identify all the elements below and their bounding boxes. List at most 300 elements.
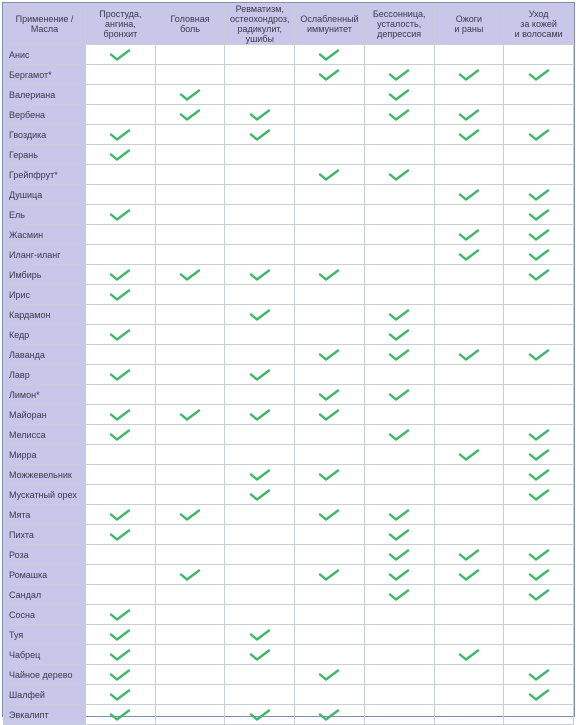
table-cell	[155, 385, 225, 405]
table-cell	[434, 185, 504, 205]
check-icon	[249, 649, 271, 661]
table-cell	[295, 625, 365, 645]
table-cell	[155, 685, 225, 705]
table-cell	[295, 605, 365, 625]
oil-name: Анис	[4, 45, 86, 65]
table-cell	[155, 465, 225, 485]
check-icon	[109, 509, 131, 521]
table-cell	[225, 125, 295, 145]
table-cell	[295, 585, 365, 605]
check-icon	[109, 409, 131, 421]
table-cell	[434, 345, 504, 365]
oil-name: Сандал	[4, 585, 86, 605]
table-cell	[155, 705, 225, 725]
table-cell	[504, 605, 574, 625]
table-row	[4, 645, 574, 665]
table-cell	[225, 705, 295, 725]
check-icon	[458, 109, 480, 121]
table-cell	[295, 485, 365, 505]
oil-name: Мята	[4, 505, 86, 525]
table-row	[4, 245, 574, 265]
table-cell	[295, 85, 365, 105]
table-cell	[364, 145, 434, 165]
table-cell	[364, 205, 434, 225]
table-cell	[364, 85, 434, 105]
check-icon	[458, 569, 480, 581]
table-cell	[225, 505, 295, 525]
check-icon	[388, 349, 410, 361]
table-cell	[364, 665, 434, 685]
oil-name: Майоран	[4, 405, 86, 425]
table-cell	[434, 45, 504, 65]
table-cell	[295, 245, 365, 265]
check-icon	[528, 469, 550, 481]
oil-name: Гвоздика	[4, 125, 86, 145]
table-cell	[504, 625, 574, 645]
check-icon	[318, 669, 340, 681]
table-cell	[225, 325, 295, 345]
check-icon	[318, 709, 340, 721]
check-icon	[458, 649, 480, 661]
table-cell	[364, 685, 434, 705]
check-icon	[249, 709, 271, 721]
check-icon	[318, 569, 340, 581]
table-cell	[504, 265, 574, 285]
check-icon	[179, 109, 201, 121]
table-cell	[364, 125, 434, 145]
table-cell	[434, 545, 504, 565]
table-cell	[295, 205, 365, 225]
table-cell	[364, 65, 434, 85]
table-cell	[155, 365, 225, 385]
table-row	[4, 605, 574, 625]
check-icon	[318, 509, 340, 521]
table-cell	[155, 665, 225, 685]
check-icon	[109, 269, 131, 281]
check-icon	[388, 589, 410, 601]
check-icon	[109, 609, 131, 621]
table-cell	[155, 485, 225, 505]
header-oils: Применение / Масла	[4, 4, 86, 45]
check-icon	[249, 309, 271, 321]
table-row	[4, 525, 574, 545]
table-cell	[86, 705, 156, 725]
table-cell	[364, 625, 434, 645]
table-cell	[155, 285, 225, 305]
table-cell	[225, 585, 295, 605]
table-cell	[504, 425, 574, 445]
check-icon	[458, 189, 480, 201]
check-icon	[458, 229, 480, 241]
table-cell	[364, 105, 434, 125]
check-icon	[458, 349, 480, 361]
check-icon	[528, 129, 550, 141]
table-cell	[86, 145, 156, 165]
table-cell	[504, 685, 574, 705]
table-cell	[504, 45, 574, 65]
table-cell	[434, 205, 504, 225]
table-cell	[86, 385, 156, 405]
table-cell	[155, 445, 225, 465]
table-cell	[86, 245, 156, 265]
table-cell	[434, 625, 504, 645]
oil-name: Эвкалипт	[4, 705, 86, 725]
table-cell	[155, 505, 225, 525]
table-cell	[155, 105, 225, 125]
table-cell	[434, 585, 504, 605]
oil-name: Чабрец	[4, 645, 86, 665]
oil-name: Сосна	[4, 605, 86, 625]
check-icon	[528, 669, 550, 681]
check-icon	[249, 269, 271, 281]
oil-name: Валериана	[4, 85, 86, 105]
table-cell	[364, 565, 434, 585]
table-row	[4, 145, 574, 165]
table-row	[4, 385, 574, 405]
check-icon	[109, 369, 131, 381]
check-icon	[109, 289, 131, 301]
check-icon	[179, 409, 201, 421]
table-cell	[364, 405, 434, 425]
table-cell	[504, 405, 574, 425]
table-cell	[155, 325, 225, 345]
check-icon	[109, 529, 131, 541]
table-cell	[86, 565, 156, 585]
table-cell	[295, 445, 365, 465]
table-cell	[504, 165, 574, 185]
table-cell	[225, 465, 295, 485]
oil-name: Имбирь	[4, 265, 86, 285]
table-cell	[225, 105, 295, 125]
check-icon	[528, 69, 550, 81]
table-cell	[504, 365, 574, 385]
check-icon	[109, 709, 131, 721]
table-cell	[86, 405, 156, 425]
oil-name: Бергамот*	[4, 65, 86, 85]
table-cell	[295, 405, 365, 425]
check-icon	[318, 349, 340, 361]
table-cell	[225, 425, 295, 445]
table-cell	[225, 485, 295, 505]
table-cell	[225, 545, 295, 565]
table-cell	[225, 625, 295, 645]
table-cell	[86, 85, 156, 105]
table-row	[4, 445, 574, 465]
table-cell	[225, 185, 295, 205]
table-cell	[155, 625, 225, 645]
check-icon	[318, 469, 340, 481]
table-cell	[504, 105, 574, 125]
oil-name: Пихта	[4, 525, 86, 545]
table-row	[4, 65, 574, 85]
oil-name: Мускатный орех	[4, 485, 86, 505]
check-icon	[109, 689, 131, 701]
table-cell	[155, 525, 225, 545]
check-icon	[528, 229, 550, 241]
table-cell	[434, 125, 504, 145]
table-cell	[295, 565, 365, 585]
table-cell	[364, 705, 434, 725]
table-cell	[504, 125, 574, 145]
table-cell	[86, 125, 156, 145]
check-icon	[109, 329, 131, 341]
table-cell	[86, 225, 156, 245]
table-cell	[364, 245, 434, 265]
check-icon	[388, 389, 410, 401]
table-cell	[86, 425, 156, 445]
check-icon	[179, 509, 201, 521]
table-row	[4, 205, 574, 225]
table-cell	[364, 545, 434, 565]
table-cell	[86, 285, 156, 305]
table-cell	[504, 345, 574, 365]
table-cell	[86, 605, 156, 625]
table-cell	[434, 65, 504, 85]
check-icon	[109, 429, 131, 441]
table-row	[4, 465, 574, 485]
table-cell	[434, 505, 504, 525]
table-cell	[295, 165, 365, 185]
oil-name: Ирис	[4, 285, 86, 305]
check-icon	[388, 569, 410, 581]
check-icon	[528, 689, 550, 701]
table-cell	[225, 65, 295, 85]
table-row	[4, 185, 574, 205]
table-cell	[434, 465, 504, 485]
table-cell	[225, 365, 295, 385]
oil-name: Душица	[4, 185, 86, 205]
table-cell	[364, 465, 434, 485]
table-cell	[364, 45, 434, 65]
table-cell	[364, 345, 434, 365]
table-cell	[225, 665, 295, 685]
table-row	[4, 565, 574, 585]
table-cell	[225, 565, 295, 585]
table-cell	[155, 405, 225, 425]
table-row	[4, 685, 574, 705]
table-cell	[86, 45, 156, 65]
table-cell	[295, 145, 365, 165]
table-cell	[434, 105, 504, 125]
table-cell	[225, 85, 295, 105]
table-cell	[155, 425, 225, 445]
table-cell	[434, 565, 504, 585]
table-cell	[295, 685, 365, 705]
check-icon	[249, 489, 271, 501]
check-icon	[458, 549, 480, 561]
table-cell	[295, 105, 365, 125]
table-cell	[155, 145, 225, 165]
table-cell	[504, 245, 574, 265]
check-icon	[179, 269, 201, 281]
table-cell	[504, 585, 574, 605]
table-cell	[364, 265, 434, 285]
table-cell	[364, 585, 434, 605]
table-cell	[86, 345, 156, 365]
table-cell	[504, 665, 574, 685]
header-rheumatism: Ревматизм, остеохондроз, радикулит, ушибы	[225, 4, 295, 45]
table-cell	[225, 265, 295, 285]
check-icon	[458, 449, 480, 461]
check-icon	[109, 209, 131, 221]
check-icon	[528, 589, 550, 601]
check-icon	[528, 489, 550, 501]
oil-name: Грейпфрут*	[4, 165, 86, 185]
table-cell	[295, 225, 365, 245]
table-cell	[155, 205, 225, 225]
table-cell	[86, 365, 156, 385]
table-row	[4, 345, 574, 365]
check-icon	[249, 369, 271, 381]
table-cell	[434, 645, 504, 665]
table-cell	[86, 525, 156, 545]
check-icon	[109, 129, 131, 141]
header-burns: Ожоги и раны	[434, 4, 504, 45]
table-cell	[504, 285, 574, 305]
table-cell	[155, 85, 225, 105]
table-cell	[504, 225, 574, 245]
table-cell	[86, 305, 156, 325]
check-icon	[528, 449, 550, 461]
table-cell	[434, 445, 504, 465]
header-immunity: Ослабленный иммунитет	[295, 4, 365, 45]
table-cell	[364, 165, 434, 185]
table-cell	[295, 345, 365, 365]
check-icon	[109, 649, 131, 661]
table-cell	[434, 405, 504, 425]
table-cell	[295, 265, 365, 285]
check-icon	[528, 549, 550, 561]
oil-name: Жасмин	[4, 225, 86, 245]
check-icon	[528, 189, 550, 201]
table-cell	[504, 145, 574, 165]
table-cell	[504, 445, 574, 465]
table-row	[4, 125, 574, 145]
table-cell	[434, 485, 504, 505]
table-row	[4, 285, 574, 305]
table-cell	[155, 545, 225, 565]
table-cell	[86, 185, 156, 205]
table-cell	[295, 645, 365, 665]
oil-name: Чайное дерево	[4, 665, 86, 685]
check-icon	[388, 329, 410, 341]
table-cell	[504, 565, 574, 585]
check-icon	[249, 109, 271, 121]
table-cell	[364, 365, 434, 385]
check-icon	[388, 69, 410, 81]
check-icon	[249, 129, 271, 141]
check-icon	[249, 629, 271, 641]
table-cell	[504, 505, 574, 525]
table-cell	[225, 305, 295, 325]
table-row	[4, 225, 574, 245]
table-cell	[155, 565, 225, 585]
oil-name: Мирра	[4, 445, 86, 465]
check-icon	[318, 169, 340, 181]
table-cell	[86, 505, 156, 525]
table-row	[4, 365, 574, 385]
table-cell	[434, 225, 504, 245]
table-cell	[364, 325, 434, 345]
table-cell	[155, 65, 225, 85]
check-icon	[528, 269, 550, 281]
table-row	[4, 305, 574, 325]
check-icon	[109, 669, 131, 681]
table-cell	[295, 325, 365, 345]
table-row	[4, 505, 574, 525]
oil-name: Ель	[4, 205, 86, 225]
table-row	[4, 485, 574, 505]
check-icon	[109, 149, 131, 161]
check-icon	[109, 629, 131, 641]
table-cell	[434, 365, 504, 385]
table-cell	[504, 705, 574, 725]
check-icon	[388, 109, 410, 121]
oil-name: Кардамон	[4, 305, 86, 325]
table-cell	[295, 665, 365, 685]
oil-name: Лаванда	[4, 345, 86, 365]
table-cell	[434, 325, 504, 345]
table-row	[4, 265, 574, 285]
table-cell	[225, 165, 295, 185]
table-row	[4, 105, 574, 125]
table-cell	[86, 645, 156, 665]
table-cell	[364, 485, 434, 505]
table-cell	[155, 45, 225, 65]
table-cell	[225, 685, 295, 705]
table-cell	[86, 485, 156, 505]
table-cell	[364, 605, 434, 625]
table-cell	[295, 385, 365, 405]
table-cell	[295, 285, 365, 305]
table-cell	[86, 685, 156, 705]
table-cell	[434, 525, 504, 545]
table-cell	[364, 425, 434, 445]
table-cell	[225, 445, 295, 465]
table-cell	[225, 525, 295, 545]
table-cell	[504, 65, 574, 85]
table-cell	[434, 605, 504, 625]
table-row	[4, 545, 574, 565]
check-icon	[458, 249, 480, 261]
table-cell	[86, 65, 156, 85]
check-icon	[528, 249, 550, 261]
oil-name: Роза	[4, 545, 86, 565]
header-cold: Простуда, ангина, бронхит	[86, 4, 156, 45]
table-cell	[504, 465, 574, 485]
table-cell	[225, 385, 295, 405]
table-cell	[504, 645, 574, 665]
oil-name: Можжевельник	[4, 465, 86, 485]
check-icon	[528, 349, 550, 361]
table-cell	[434, 145, 504, 165]
check-icon	[249, 409, 271, 421]
table-cell	[225, 245, 295, 265]
table-cell	[155, 225, 225, 245]
check-icon	[318, 49, 340, 61]
check-icon	[179, 89, 201, 101]
table-cell	[504, 385, 574, 405]
table-cell	[225, 605, 295, 625]
table-cell	[364, 385, 434, 405]
table-body	[4, 45, 574, 725]
table-cell	[155, 585, 225, 605]
table-cell	[295, 425, 365, 445]
table-cell	[295, 185, 365, 205]
table-cell	[86, 625, 156, 645]
table-cell	[364, 225, 434, 245]
table-cell	[295, 125, 365, 145]
